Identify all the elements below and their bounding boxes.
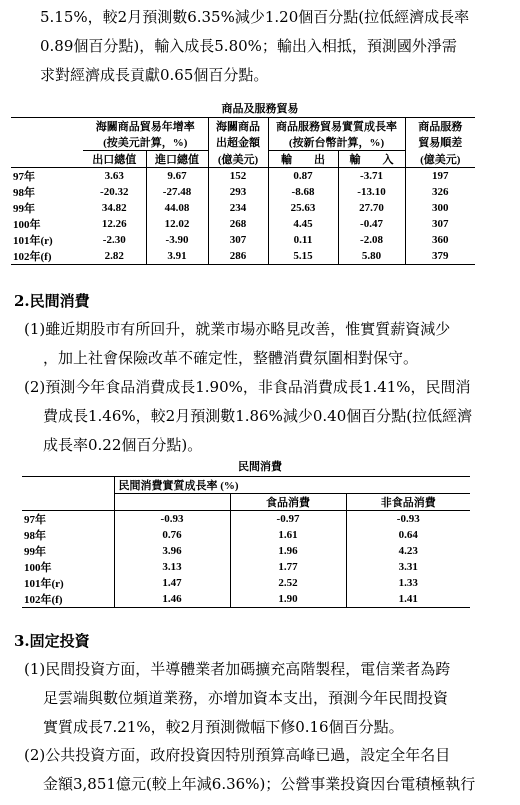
intro-line: 0.89個百分點)，輸入成長5.80%；輸出入相抵，預測國外淨需 <box>40 37 457 55</box>
row-year: 100年 <box>24 562 52 574</box>
investment-item-1 <box>24 655 494 742</box>
cell-import: 3.91 <box>146 248 208 265</box>
table-row <box>22 591 470 608</box>
cell-customs-surplus: 293 <box>208 184 268 200</box>
cell-import: -3.90 <box>146 232 208 248</box>
header-customs-surplus: 海關商品 <box>208 118 268 135</box>
row-year: 98年 <box>24 530 46 542</box>
row-year: 102年(f) <box>22 591 114 608</box>
cell-food: -0.97 <box>230 511 346 528</box>
row-year: 97年 <box>13 171 35 183</box>
table-row <box>22 511 470 528</box>
subheader-unit-2: (億美元) <box>405 151 475 168</box>
cell-export: 34.82 <box>101 202 127 214</box>
subheader-input: 輸 入 <box>338 151 405 168</box>
cell-export: 3.63 <box>104 170 124 182</box>
table-row <box>22 543 470 559</box>
cell-trade-surplus: 379 <box>405 248 475 265</box>
intro-line: 5.15%，較2月預測數6.35%減少1.20個百分點(拉低經濟成長率 <box>40 8 470 26</box>
cell-consumption: 1.47 <box>114 575 230 591</box>
cell-export: -2.30 <box>102 234 126 246</box>
item-line: 金額3,851億元(較上年減6.36%)；公營事業投資因台電積極執行 <box>43 775 476 793</box>
investment-item-2 <box>24 741 494 799</box>
cell-nonfood: -0.93 <box>346 511 470 528</box>
trade-table <box>11 117 475 265</box>
cell-export: 2.82 <box>83 248 146 265</box>
subheader-unit-1: (億美元) <box>208 151 268 168</box>
table-row <box>22 575 470 591</box>
cell-input: 5.80 <box>338 248 405 265</box>
cell-nonfood: 1.41 <box>346 591 470 608</box>
row-year: 98年 <box>13 187 35 199</box>
cell-import: 44.08 <box>146 200 208 216</box>
table-row <box>11 216 475 232</box>
item-line: (2)預測今年食品消費成長1.90%，非食品消費成長1.41%，民間消 <box>24 378 471 396</box>
section-heading-consumption: 2.民間消費 <box>14 292 90 310</box>
cell-customs-surplus: 307 <box>208 232 268 248</box>
cell-consumption: 3.13 <box>114 559 230 575</box>
subheader-export: 出口總值 <box>83 151 146 168</box>
cell-trade-surplus: 197 <box>405 168 475 185</box>
header-nonfood: 非食品消費 <box>346 494 470 511</box>
cell-customs-surplus: 234 <box>208 200 268 216</box>
cell-export: 12.26 <box>101 218 127 230</box>
cell-output: 0.87 <box>268 168 338 185</box>
header-real-growth-unit: (按新台幣計算，%) <box>268 134 405 151</box>
cell-trade-surplus: 300 <box>405 200 475 216</box>
table-row <box>11 232 475 248</box>
intro-line: 求對經濟成長貢獻0.65個百分點。 <box>40 66 269 84</box>
header-food: 食品消費 <box>230 494 346 511</box>
row-year: 97年 <box>24 514 46 526</box>
cell-food: 2.52 <box>230 575 346 591</box>
item-line: ，加上社會保險改革不確定性，整體消費氛圍相對保守。 <box>43 349 419 367</box>
header-trade-surplus-2: 貿易順差 <box>405 134 475 151</box>
cell-output: -8.68 <box>268 184 338 200</box>
cell-trade-surplus: 307 <box>405 216 475 232</box>
cell-import: 12.02 <box>146 216 208 232</box>
cell-input: -2.08 <box>338 232 405 248</box>
table-row <box>11 200 475 216</box>
cell-input: -0.47 <box>338 216 405 232</box>
item-line: (2)公共投資方面，政府投資因特別預算高峰已過，設定全年名目 <box>24 746 451 764</box>
trade-table-caption: 商品及服務貿易 <box>221 102 299 115</box>
intro-paragraph <box>40 3 485 90</box>
cell-consumption: 1.46 <box>114 591 230 608</box>
cell-nonfood: 3.31 <box>346 559 470 575</box>
table-row <box>11 168 475 185</box>
cell-consumption: 3.96 <box>114 543 230 559</box>
header-customs-growth: 海關商品貿易年增率 <box>83 118 208 135</box>
cell-output: 0.11 <box>268 232 338 248</box>
item-line: 實質成長7.21%，較2月預測微幅下修0.16個百分點。 <box>43 718 404 736</box>
table-row <box>22 527 470 543</box>
consumption-item-2 <box>24 373 494 460</box>
row-year: 99年 <box>13 203 35 215</box>
row-year: 101年(r) <box>13 235 53 247</box>
cell-import: -27.48 <box>146 184 208 200</box>
cell-food: 1.96 <box>230 543 346 559</box>
cell-customs-surplus: 286 <box>208 248 268 265</box>
consumption-item-1 <box>24 315 494 373</box>
cell-consumption: -0.93 <box>114 511 230 528</box>
row-year: 99年 <box>24 546 46 558</box>
table-row <box>11 248 475 265</box>
item-line: (1)民間投資方面，半導體業者加碼擴充高階製程，電信業者為跨 <box>24 660 451 678</box>
row-year: 101年(r) <box>24 578 64 590</box>
row-year: 102年(f) <box>11 248 83 265</box>
table-row <box>11 184 475 200</box>
cell-food: 1.77 <box>230 559 346 575</box>
consumption-table <box>22 476 470 608</box>
item-line: 費成長1.46%，較2月預測數1.86%減少0.40個百分點(拉低經濟 <box>43 407 473 425</box>
cell-customs-surplus: 268 <box>208 216 268 232</box>
cell-trade-surplus: 326 <box>405 184 475 200</box>
cell-food: 1.61 <box>230 527 346 543</box>
header-customs-surplus-2: 出超金額 <box>208 134 268 151</box>
cell-input: -13.10 <box>338 184 405 200</box>
item-line: (1)雖近期股市有所回升，就業市場亦略見改善，惟實質薪資減少 <box>24 320 451 338</box>
subheader-import: 進口總值 <box>146 151 208 168</box>
header-trade-surplus: 商品服務 <box>405 118 475 135</box>
cell-trade-surplus: 360 <box>405 232 475 248</box>
cell-output: 25.63 <box>268 200 338 216</box>
header-real-growth: 商品服務貿易實質成長率 <box>268 118 405 135</box>
subheader-output: 輸 出 <box>268 151 338 168</box>
cell-food: 1.90 <box>230 591 346 608</box>
row-year: 100年 <box>13 219 41 231</box>
cell-export: -20.32 <box>100 186 129 198</box>
header-consumption-growth: 民間消費實質成長率 (%) <box>114 477 470 494</box>
item-line: 足雲端與數位頻道業務，亦增加資本支出，預測今年民間投資 <box>43 689 449 707</box>
cell-nonfood: 1.33 <box>346 575 470 591</box>
cell-customs-surplus: 152 <box>208 168 268 185</box>
cell-nonfood: 4.23 <box>346 543 470 559</box>
section-heading-investment: 3.固定投資 <box>14 632 90 650</box>
cell-output: 5.15 <box>268 248 338 265</box>
cell-import: 9.67 <box>146 168 208 185</box>
table-row <box>22 559 470 575</box>
cell-input: -3.71 <box>338 168 405 185</box>
item-line: 成長率0.22個百分點)。 <box>43 436 203 454</box>
cell-consumption: 0.76 <box>114 527 230 543</box>
cell-output: 4.45 <box>268 216 338 232</box>
header-customs-growth-unit: (按美元計算，%) <box>83 134 208 151</box>
cell-nonfood: 0.64 <box>346 527 470 543</box>
consumption-table-caption: 民間消費 <box>238 460 282 473</box>
cell-input: 27.70 <box>338 200 405 216</box>
